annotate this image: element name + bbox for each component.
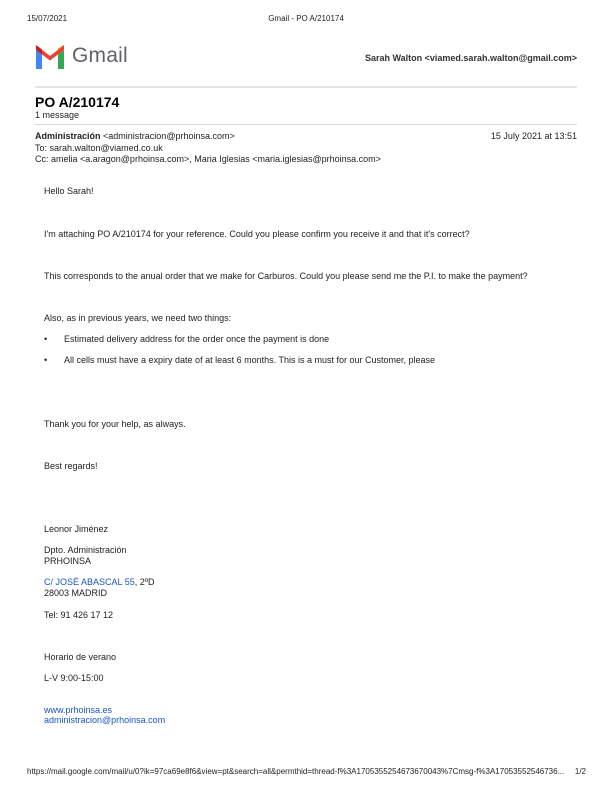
- bullet-item-1: Estimated delivery address for the order once the payment is done: [64, 334, 330, 344]
- sender-email[interactable]: <administracion@prhoinsa.com>: [103, 131, 235, 141]
- account-identity: Sarah Walton <viamed.sarah.walton@gmail.com>: [364, 53, 577, 63]
- sender-name: Administración: [35, 131, 101, 141]
- signature-name: Leonor Jiménez: [44, 524, 109, 534]
- signature-schedule-title: Horario de verano: [44, 652, 117, 662]
- print-url: https://mail.google.com/mail/u/0?ik=97ca69e8f6&view=pt&search=all&permthid=thread-f%3A1705355254673670043%7Cmsg-f%3A17053552546736...: [27, 767, 565, 776]
- address-link[interactable]: C/ JOSÉ ABASCAL 55: [44, 577, 135, 587]
- signature-phone: Tel: 91 426 17 12: [44, 610, 114, 620]
- header-divider: [35, 86, 577, 88]
- gmail-logo[interactable]: [34, 44, 130, 70]
- signature-city: 28003 MADRID: [44, 588, 108, 598]
- thread-subject: PO A/210174: [35, 94, 120, 110]
- body-regards: Best regards!: [44, 461, 98, 471]
- message-date: 15 July 2021 at 13:51: [490, 131, 577, 141]
- body-paragraph-1: I'm attaching PO A/210174 for your reference. Could you please confirm you receive it and that it's correct?: [44, 229, 470, 239]
- print-title: Gmail - PO A/210174: [268, 14, 344, 23]
- gmail-wordmark: Gmail: [72, 44, 128, 67]
- bullet-icon: •: [44, 355, 48, 365]
- signature-company: PRHOINSA: [44, 556, 92, 566]
- bullet-icon: •: [44, 334, 48, 344]
- message-to: To: sarah.walton@viamed.co.uk: [35, 143, 163, 153]
- message-sender: [35, 131, 235, 141]
- print-date: 15/07/2021: [27, 14, 68, 23]
- subject-divider: [35, 124, 577, 125]
- print-page-number: 1/2: [574, 767, 586, 776]
- email-link[interactable]: administracion@prhoinsa.com: [44, 715, 166, 725]
- body-thanks: Thank you for your help, as always.: [44, 419, 186, 429]
- signature-email-link[interactable]: [44, 715, 165, 725]
- signature-address: [44, 577, 155, 587]
- address-suffix: , 2ºD: [134, 577, 155, 587]
- bullet-item-2: All cells must have a expiry date of at least 6 months. This is a must for our Customer, please: [64, 355, 435, 365]
- body-paragraph-2: This corresponds to the anual order that we make for Carburos. Could you please send me the P.I. to make the payment?: [44, 271, 528, 281]
- signature-website-link[interactable]: [44, 705, 112, 715]
- body-paragraph-3: Also, as in previous years, we need two things:: [44, 313, 232, 323]
- body-greeting: Hello Sarah!: [44, 186, 94, 196]
- website-link[interactable]: www.prhoinsa.es: [44, 705, 113, 715]
- message-count: 1 message: [35, 110, 80, 120]
- signature-department: Dpto. Administración: [44, 545, 127, 555]
- signature-schedule: L-V 9:00-15:00: [44, 673, 104, 683]
- gmail-envelope-icon: [34, 45, 66, 69]
- message-cc: Cc: amelia <a.aragon@prhoinsa.com>, Maria Iglesias <maria.iglesias@prhoinsa.com>: [35, 154, 381, 164]
